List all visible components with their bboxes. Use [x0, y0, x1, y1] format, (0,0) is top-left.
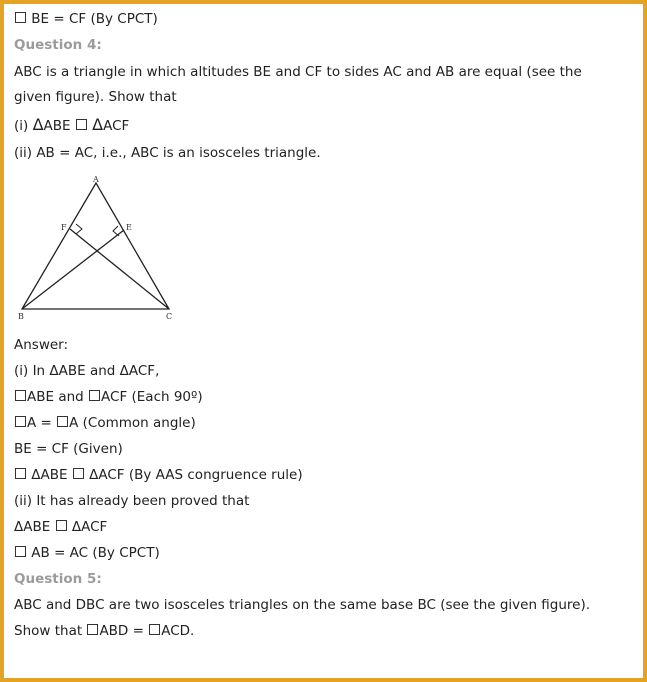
part-i-statement: (i) ΔABE ΔACF: [14, 115, 130, 134]
answer-line: ΔABE ΔACF: [14, 519, 108, 535]
therefore-glyph: [15, 12, 26, 23]
label-a: A: [93, 175, 99, 184]
triangle-figure: [14, 172, 194, 327]
answer-line: ABE and ACF (Each 90º): [14, 388, 203, 406]
label-f: F: [61, 223, 67, 232]
triangle-abc: [22, 183, 169, 309]
answer-line: AB = AC (By CPCT): [14, 544, 160, 562]
question-5-text: Show that ABD = ACD.: [14, 623, 195, 639]
right-angle-f: [76, 224, 82, 234]
therefore-glyph: [15, 546, 26, 557]
label-e: E: [126, 223, 132, 232]
question-5-text: ABC and DBC are two isosceles triangles on the same base BC (see the given figure).: [14, 597, 591, 613]
part-ii-statement: (ii) AB = AC, i.e., ABC is an isosceles triangle.: [14, 145, 321, 161]
question-5-heading: Question 5:: [14, 571, 102, 587]
text-line: BE = CF (By CPCT): [14, 10, 158, 28]
question-4-text: ABC is a triangle in which altitudes BE and CF to sides AC and AB are equal (see the: [14, 64, 582, 80]
label-c: C: [166, 312, 173, 321]
answer-line: (ii) It has already been proved that: [14, 493, 250, 509]
triangle-glyph: Δ: [32, 115, 44, 134]
angle-glyph: [87, 624, 98, 635]
question-4-heading: Question 4:: [14, 37, 102, 53]
question-4-text: given figure). Show that: [14, 89, 177, 105]
altitude-be: [22, 230, 124, 309]
congruent-glyph: [56, 520, 67, 531]
triangle-glyph: Δ: [92, 115, 104, 134]
answer-heading: Answer:: [14, 337, 69, 353]
congruent-glyph: [73, 468, 84, 479]
answer-line: ΔABE ΔACF (By AAS congruence rule): [14, 466, 303, 484]
therefore-glyph: [15, 468, 26, 479]
answer-line: A = A (Common angle): [14, 414, 196, 432]
altitude-cf: [70, 229, 169, 309]
angle-glyph: [57, 416, 68, 427]
congruent-glyph: [76, 119, 87, 130]
label-b: B: [18, 312, 24, 321]
angle-glyph: [89, 390, 100, 401]
answer-line: (i) In ΔABE and ΔACF,: [14, 363, 160, 379]
answer-line: BE = CF (Given): [14, 441, 123, 457]
angle-glyph: [149, 624, 160, 635]
angle-glyph: [15, 416, 26, 427]
angle-glyph: [15, 390, 26, 401]
